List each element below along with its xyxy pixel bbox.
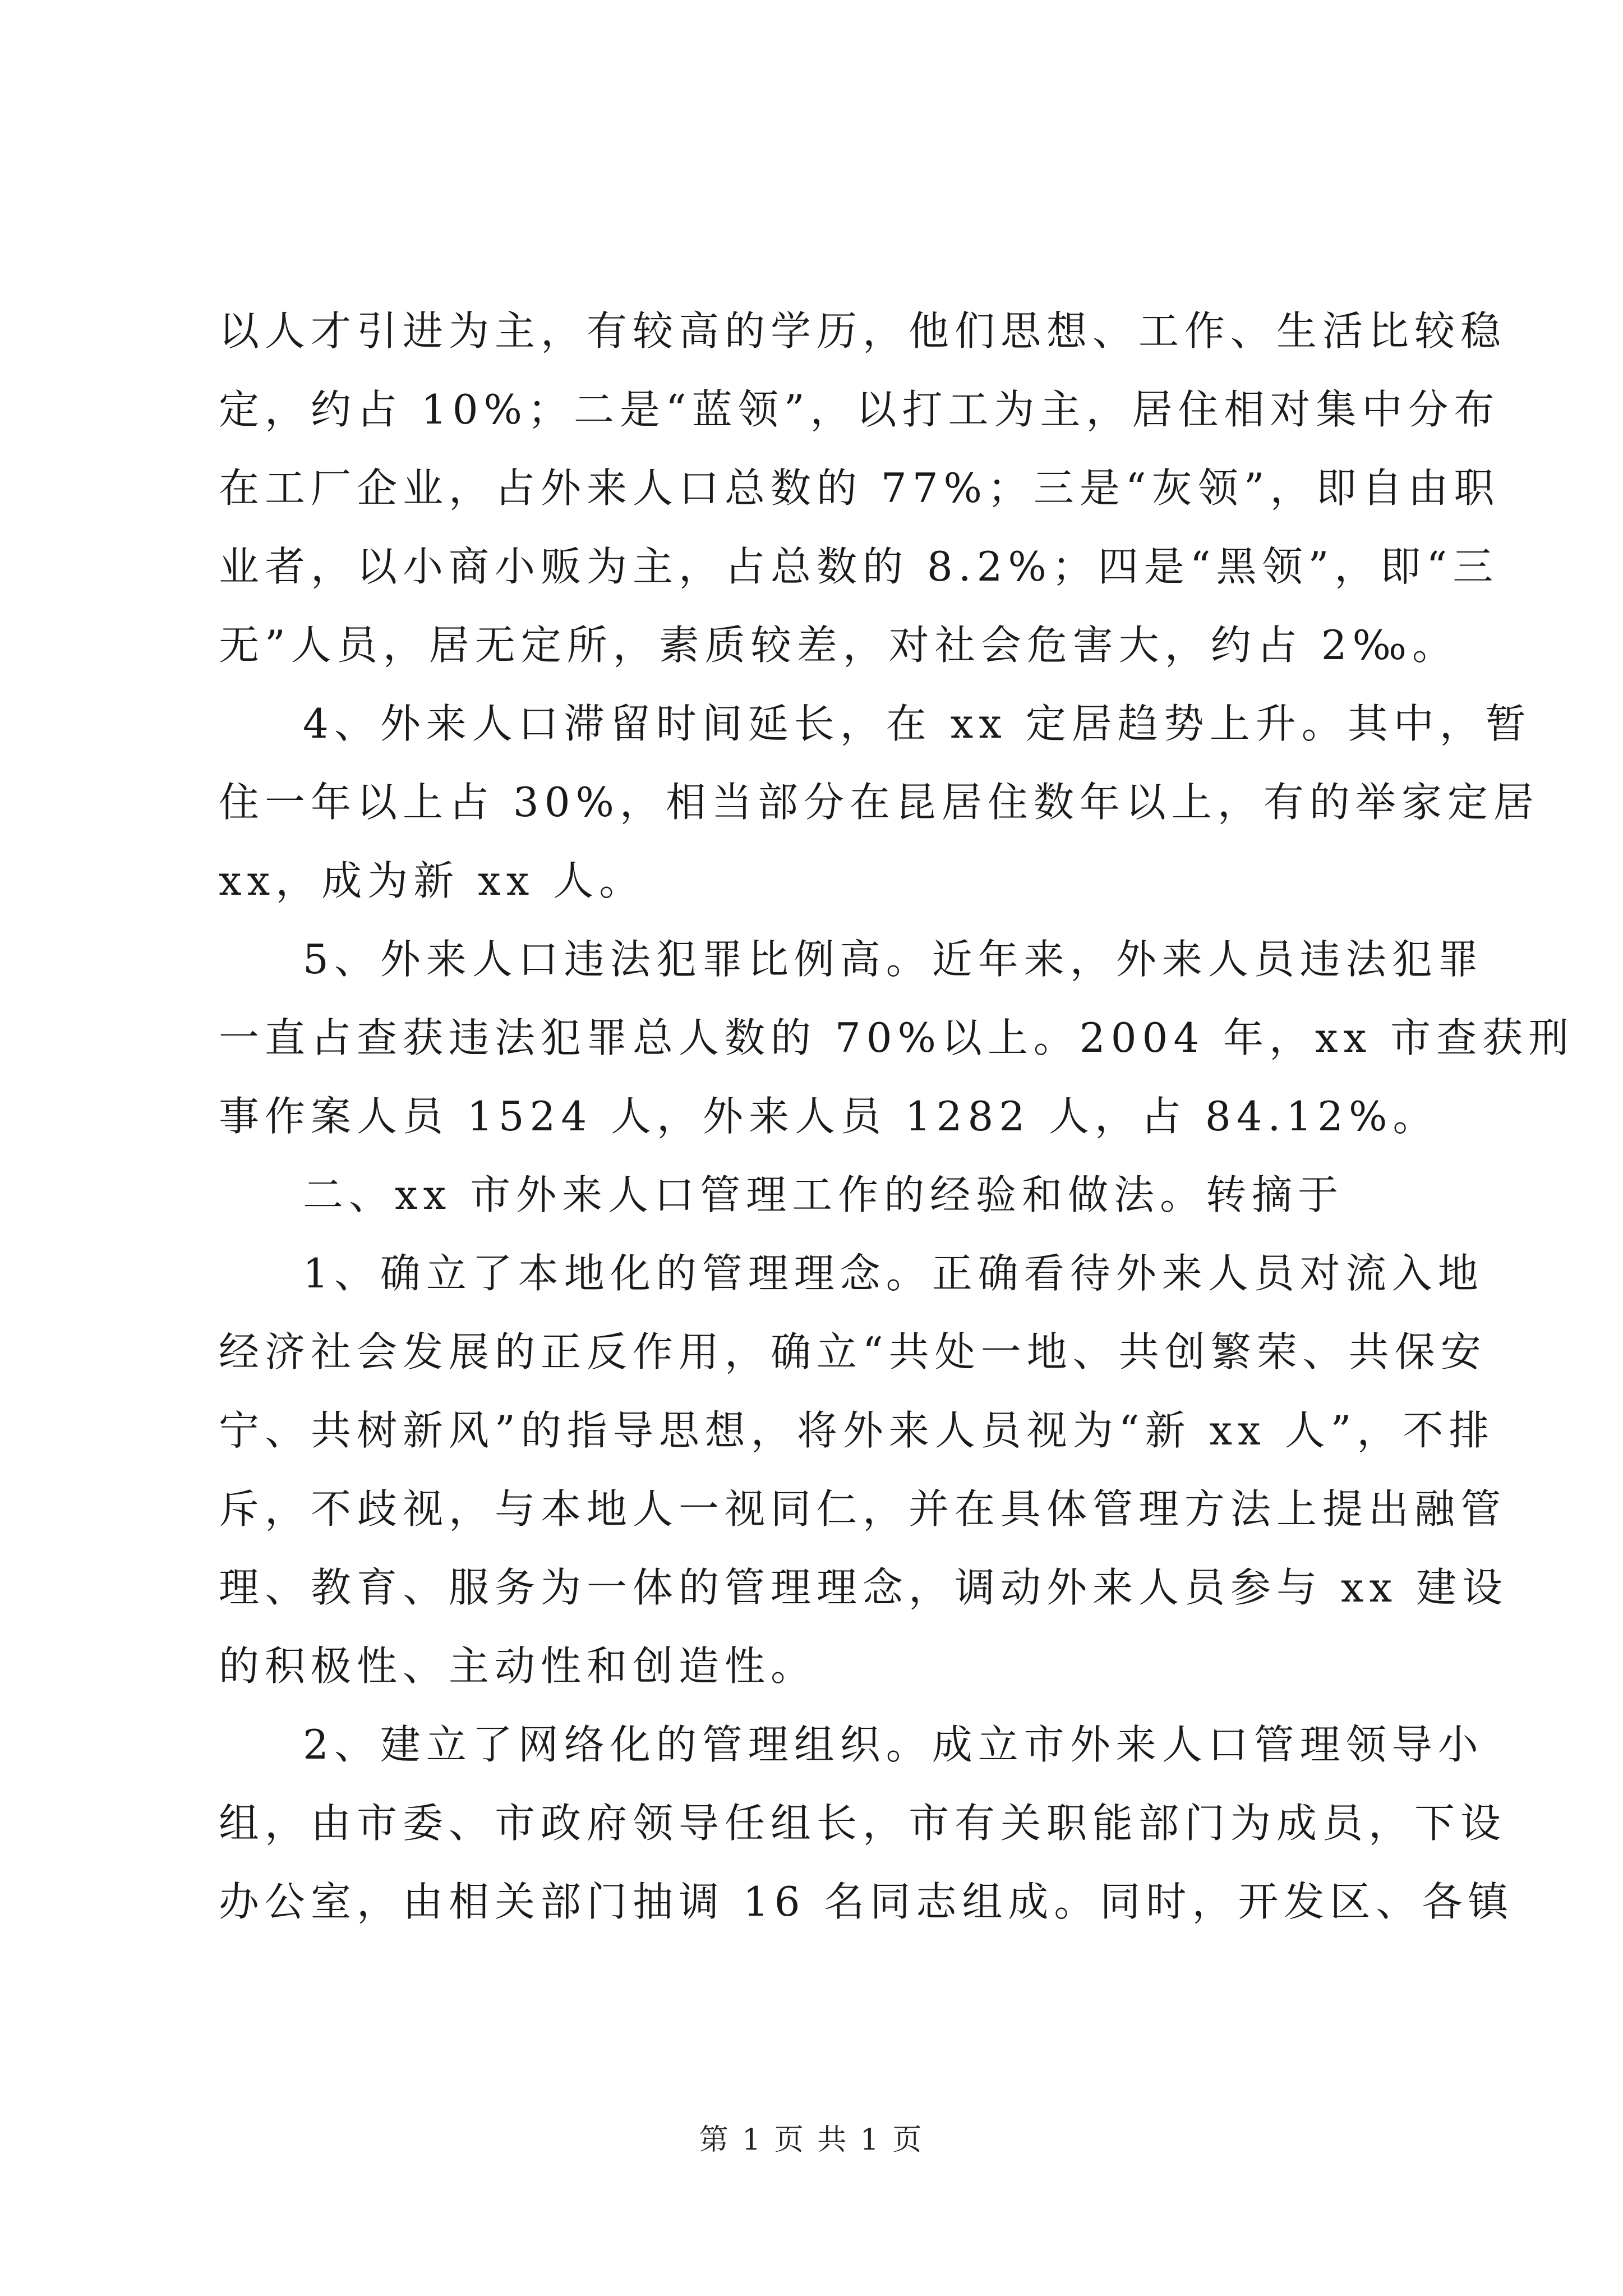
text-line: 的积极性、主动性和创造性。 (219, 1642, 817, 1690)
text-line: 组，由市委、市政府领导任组长，市有关职能部门为成员，下设 (219, 1800, 1507, 1847)
section-heading (219, 1156, 1424, 1234)
text-line: 宁、共树新风”的指导思想，将外来人员视为“新 xx 人”，不排 (219, 1407, 1495, 1454)
text-line: 办公室，由相关部门抽调 16 名同志组成。同时，开发区、各镇 (219, 1878, 1514, 1925)
text-line: 事作案人员 1524 人，外来人员 1282 人，占 84.12%。 (219, 1093, 1439, 1140)
text-line: 在工厂企业，占外来人口总数的 77%；三是“灰领”，即自由职 (219, 464, 1500, 512)
text-line: xx，成为新 xx 人。 (219, 857, 645, 904)
text-line: 住一年以上占 30%，相当部分在昆居住数年以上，有的举家定居 (219, 779, 1539, 826)
text-line: 经济社会发展的正反作用，确立“共处一地、共创繁荣、共保安 (219, 1328, 1487, 1375)
text-line: 定，约占 10%；二是“蓝领”，以打工为主，居住相对集中分布 (219, 386, 1500, 433)
document-body (219, 292, 1575, 1941)
text-line: 理、教育、服务为一体的管理理念，调动外来人员参与 xx 建设 (219, 1564, 1508, 1611)
paragraph-5 (219, 1234, 1508, 1705)
text-line: 2、建立了网络化的管理组织。成立市外来人口管理领导小 (303, 1721, 1484, 1768)
text-line: 业者，以小商小贩为主，占总数的 8.2%；四是“黑领”，即“三 (219, 543, 1499, 590)
text-line: 斥，不歧视，与本地人一视同仁，并在具体管理方法上提出融管 (219, 1485, 1507, 1533)
paragraph-2 (219, 684, 1539, 920)
page-footer: 第 1 页 共 1 页 (699, 2123, 924, 2157)
text-line: 以人才引进为主，有较高的学历，他们思想、工作、生活比较稳 (219, 307, 1507, 355)
text-line: 无”人员，居无定所，素质较差，对社会危害大，约占 2‰。 (219, 622, 1459, 669)
paragraph-6 (219, 1705, 1514, 1941)
text-line: 一直占查获违法犯罪总人数的 70%以上。2004 年，xx 市查获刑 (219, 1014, 1575, 1061)
paragraph-3 (219, 920, 1575, 1156)
text-line: 4、外来人口滞留时间延长，在 xx 定居趋势上升。其中，暂 (303, 700, 1532, 747)
text-line: 1、确立了本地化的管理理念。正确看待外来人员对流入地 (303, 1250, 1484, 1297)
paragraph-1 (219, 292, 1507, 684)
text-line: 5、外来人口违法犯罪比例高。近年来，外来人员违法犯罪 (303, 936, 1484, 983)
text-line: 二、xx 市外来人口管理工作的经验和做法。转摘于 (303, 1171, 1344, 1218)
